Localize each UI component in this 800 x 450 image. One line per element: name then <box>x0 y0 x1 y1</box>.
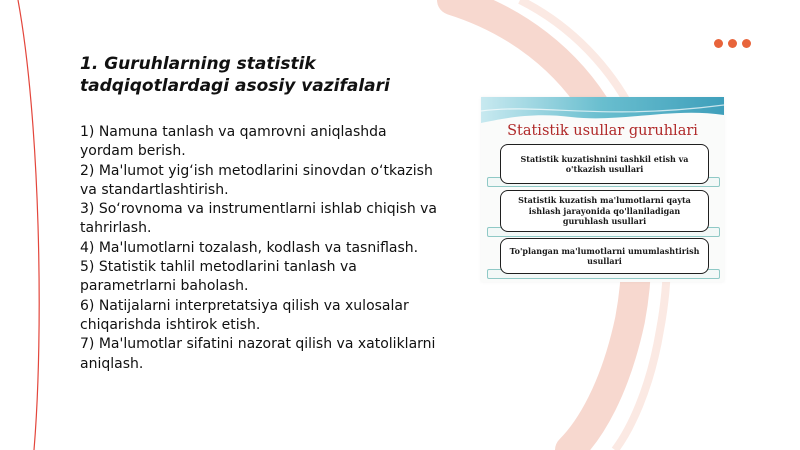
method-box: Statistik kuzatishnini tashkil etish va o'tkazish usullari <box>500 144 709 184</box>
dots-icon <box>714 39 751 48</box>
method-box: Statistik kuzatish ma'lumotlarni qayta ishlash jarayonida qo'llaniladigan guruhlash usullari <box>500 190 709 232</box>
task-item: 6) Natijalarni interpretatsiya qilish va xulosalar chiqarishda ishtirok etish. <box>80 297 409 333</box>
dot <box>728 39 737 48</box>
slide-title: 1. Guruhlarning statistik tadqiqotlardagi asosiy vazifalari <box>80 54 390 96</box>
diagram-title: Statistik usullar guruhlari <box>507 123 698 139</box>
task-list <box>80 123 440 374</box>
task-item: 7) Ma'lumotlar sifatini nazorat qilish va xatoliklarni aniqlash. <box>80 336 436 372</box>
task-item: 5) Statistik tahlil metodlarini tanlash va parametrlarni baholash. <box>80 259 357 295</box>
methods-diagram <box>481 97 724 282</box>
dot <box>742 39 751 48</box>
dot <box>714 39 723 48</box>
task-item: 4) Ma'lumotlarni tozalash, kodlash va tasniflash. <box>80 239 419 256</box>
task-item: 1) Namuna tanlash va qamrovni aniqlashda yordam berish. <box>80 124 387 160</box>
task-item: 2) Ma'lumot yig‘ish metodlarini sinovdan o‘tkazish va standartlashtirish. <box>80 162 433 198</box>
method-box: To'plangan ma'lumotlarni umumlashtirish usullari <box>500 238 709 274</box>
task-item: 3) So‘rovnoma va instrumentlarni ishlab chiqish va tahrirlash. <box>80 201 437 237</box>
